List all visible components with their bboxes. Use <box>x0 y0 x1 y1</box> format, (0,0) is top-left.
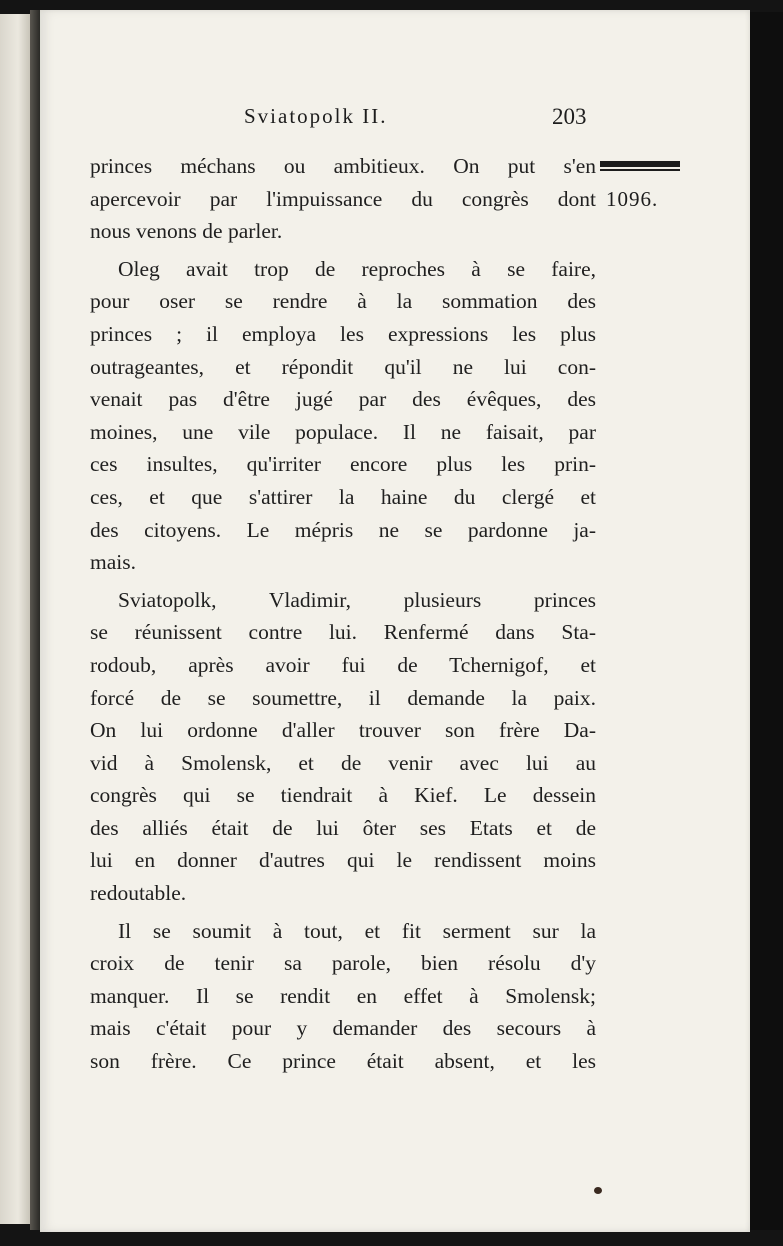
text-line: ces insultes, qu'irriter encore plus les prin- <box>90 452 596 477</box>
text-line: se réunissent contre lui. Renfermé dans Sta- <box>90 620 596 645</box>
ink-spot <box>594 1187 602 1194</box>
page-number: 203 <box>552 104 587 129</box>
text-line: Il se soumit à tout, et fit serment sur la <box>118 918 596 943</box>
text-line: congrès qui se tiendrait à Kief. Le dessein <box>90 783 596 808</box>
text-line: son frère. Ce prince était absent, et les <box>90 1049 596 1074</box>
book-gutter <box>30 10 40 1230</box>
text-line: mais. <box>90 550 136 575</box>
text-line: rodoub, après avoir fui de Tchernigof, et <box>90 652 596 677</box>
left-page-edge <box>0 14 30 1224</box>
text-line: moines, une vile populace. Il ne faisait, par <box>90 419 596 444</box>
text-line: mais c'était pour y demander des secours à <box>90 1016 596 1041</box>
text-line: lui en donner d'autres qui le rendissent moins <box>90 848 596 873</box>
body-text <box>90 150 596 1078</box>
text-line: princes méchans ou ambitieux. On put s'en <box>90 154 596 178</box>
margin-year-note: 1096. <box>606 187 659 211</box>
text-line: des citoyens. Le mépris ne se pardonne ja- <box>90 517 596 542</box>
text-line: ces, et que s'attirer la haine du clergé et <box>90 484 596 509</box>
margin-rule-thin <box>600 169 680 171</box>
text-line: redoutable. <box>90 881 187 906</box>
margin-rule-thick <box>600 161 680 167</box>
text-line: apercevoir par l'impuissance du congrès dont <box>90 186 596 211</box>
text-line: des alliés était de lui ôter ses Etats et de <box>90 815 596 840</box>
text-line: On lui ordonne d'aller trouver son frère Da- <box>90 718 596 743</box>
scan-background <box>750 12 783 1230</box>
text-line: venait pas d'être jugé par des évêques, des <box>90 387 596 412</box>
text-line: pour oser se rendre à la sommation des <box>90 289 596 314</box>
text-line: princes ; il employa les expressions les plus <box>90 321 596 346</box>
text-line: outrageantes, et répondit qu'il ne lui con- <box>90 354 596 379</box>
text-line: Sviatopolk, Vladimir, plusieurs princes <box>118 587 596 612</box>
text-line: croix de tenir sa parole, bien résolu d'y <box>90 951 596 976</box>
text-line: Oleg avait trop de reproches à se faire, <box>118 256 596 281</box>
running-title: Sviatopolk II. <box>244 104 388 128</box>
text-line: manquer. Il se rendit en effet à Smolensk; <box>90 983 596 1008</box>
text-line: forcé de se soumettre, il demande la paix. <box>90 685 596 710</box>
text-line: vid à Smolensk, et de venir avec lui au <box>90 750 596 775</box>
text-line: nous venons de parler. <box>90 219 283 244</box>
